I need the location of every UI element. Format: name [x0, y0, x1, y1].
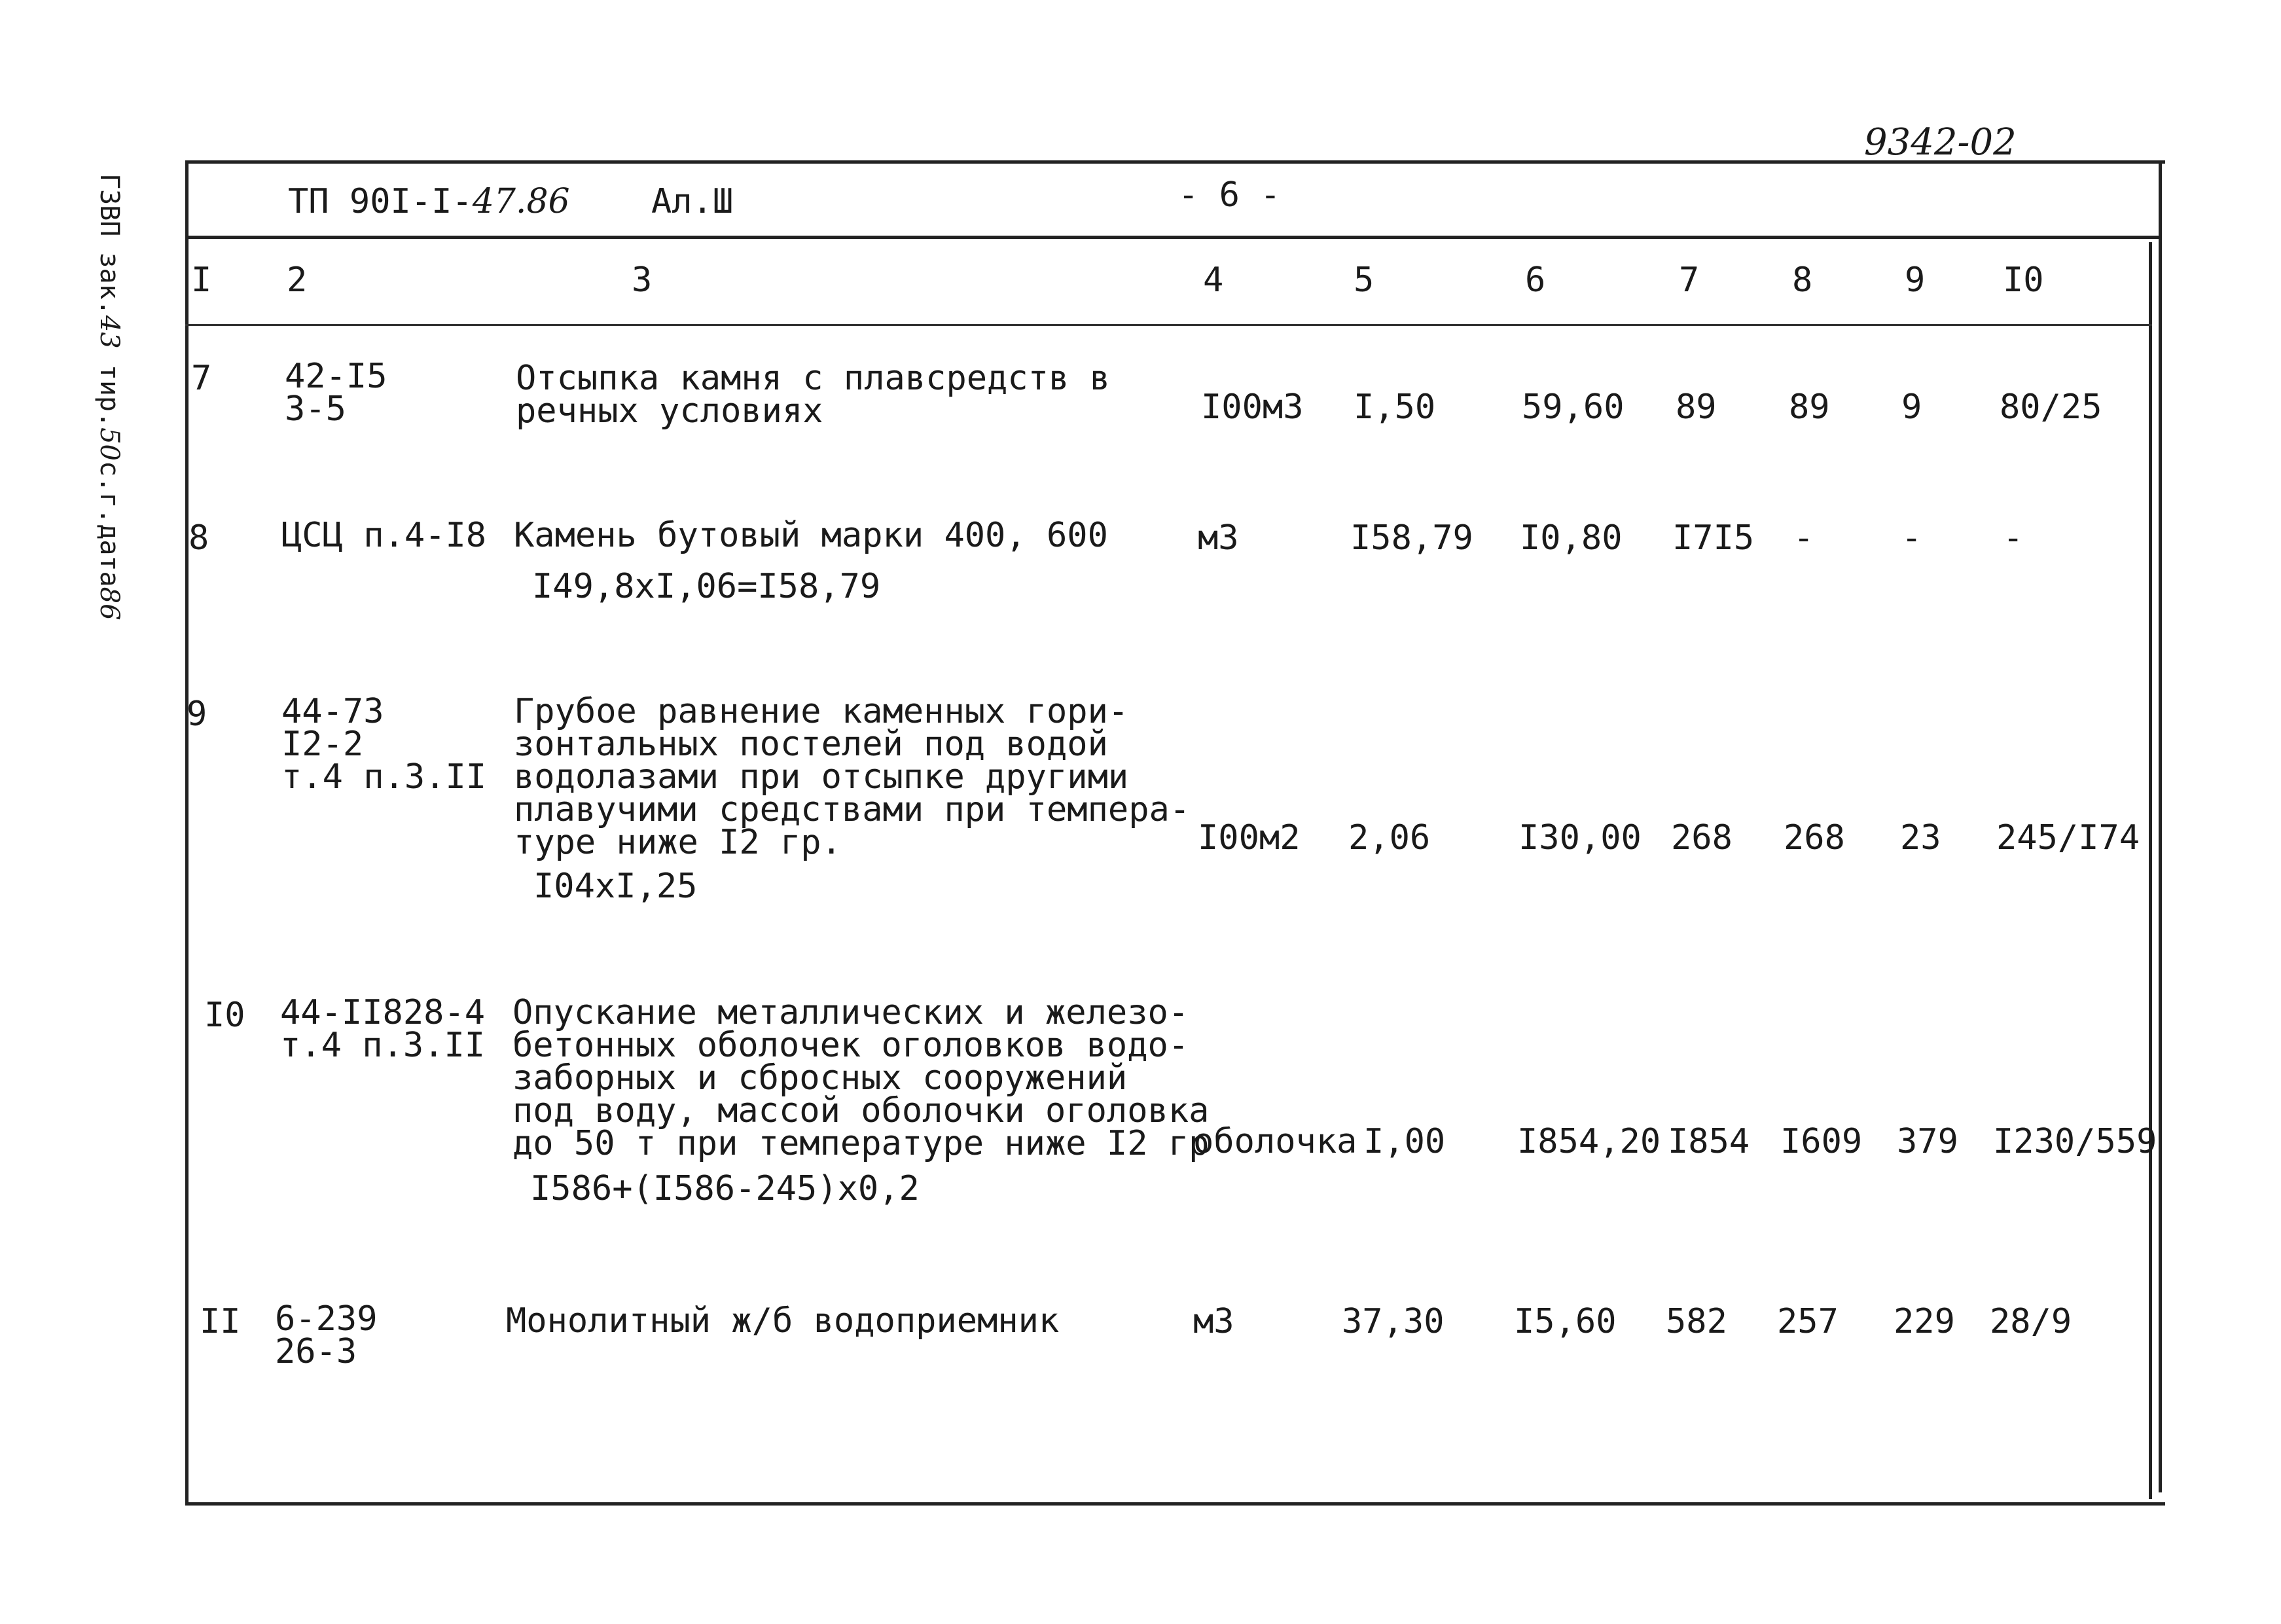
row-desc-line: водолазами при отсыпке другими — [514, 757, 1129, 797]
col-header-2: 2 — [287, 261, 308, 300]
side-stamp-order: 43 — [94, 315, 124, 349]
row-code-line: 44-73 — [281, 692, 384, 731]
row-unit: м3 — [1193, 1302, 1234, 1341]
row-desc-line: плавучими средствами при темпера- — [514, 790, 1191, 829]
row-quantity: 2,06 — [1348, 818, 1431, 857]
stamp-code: 9342-02 — [1864, 121, 2017, 164]
row-col8: 268 — [1784, 818, 1845, 857]
col-header-8: 8 — [1792, 261, 1813, 300]
row-code-line: 42-I5 — [285, 357, 387, 396]
side-stamp — [94, 173, 124, 621]
row-col9: 9 — [1901, 388, 1922, 427]
row-number: 7 — [191, 359, 212, 398]
side-stamp-date: 86 — [94, 586, 124, 621]
row-unit: оболочка — [1193, 1122, 1357, 1161]
row-desc-line: до 50 т при температуре ниже I2 гр — [512, 1124, 1210, 1163]
row-desc-line: Опускание металлических и железо- — [512, 993, 1189, 1032]
row-col7: 582 — [1666, 1302, 1727, 1341]
col-header-1: I — [191, 261, 212, 300]
row-code — [281, 516, 487, 555]
header-divider — [185, 236, 2162, 239]
row-col8: 257 — [1777, 1302, 1839, 1341]
row-unit: I00м2 — [1198, 818, 1301, 857]
row-code-line: 3-5 — [285, 389, 346, 429]
row-quantity: I58,79 — [1350, 518, 1473, 558]
row-col10: - — [2003, 518, 2024, 558]
row-code-line: 6-239 — [275, 1299, 378, 1339]
row-col8: 89 — [1789, 388, 1830, 427]
row-calculation: I04xI,25 — [533, 867, 698, 906]
row-code-line: 44-II828-4 — [280, 993, 486, 1032]
row-unit-price: I5,60 — [1514, 1302, 1617, 1341]
album-label: Ал.Ш — [651, 182, 734, 221]
col-header-3: 3 — [632, 261, 653, 300]
side-stamp-prefix: ГЗВП зак. — [94, 173, 124, 316]
row-code-line: 26-3 — [275, 1332, 357, 1371]
col-header-5: 5 — [1354, 261, 1374, 300]
doc-code-prefix: ТП 90I-I- — [288, 182, 473, 221]
row-col10: 80/25 — [2000, 388, 2102, 427]
row-unit-price: I854,20 — [1517, 1122, 1661, 1161]
row-col9: 379 — [1897, 1122, 1958, 1161]
row-unit: I00м3 — [1201, 388, 1304, 427]
row-unit-price: I30,00 — [1518, 818, 1642, 857]
row-quantity: I,00 — [1363, 1122, 1446, 1161]
row-col9: 23 — [1900, 818, 1941, 857]
col-header-10: I0 — [2003, 261, 2044, 300]
doc-code-handwritten: 47.86 — [472, 182, 570, 221]
row-desc-line: речных условиях — [516, 391, 823, 431]
row-desc-line: бетонных оболочек оголовков водо- — [512, 1026, 1189, 1065]
row-col9: - — [1901, 518, 1922, 558]
row-description — [514, 516, 1108, 555]
row-description — [506, 1301, 1060, 1341]
doc-code — [288, 182, 570, 221]
row-description — [512, 993, 1210, 1163]
row-desc-line: Отсыпка камня с плавсредств в — [516, 359, 1110, 398]
row-code-line: т.4 п.3.II — [280, 1026, 486, 1065]
row-unit: м3 — [1198, 518, 1239, 558]
row-code — [275, 1299, 378, 1371]
row-desc-line: Камень бутовый марки 400, 600 — [514, 516, 1108, 555]
row-desc-line: туре ниже I2 гр. — [514, 823, 842, 862]
row-unit-price: 59,60 — [1522, 388, 1625, 427]
side-stamp-mid: тир. — [94, 364, 124, 428]
row-calculation: I49,8xI,06=I58,79 — [532, 567, 881, 606]
row-code-line: т.4 п.3.II — [281, 757, 487, 797]
row-col8: I609 — [1780, 1122, 1863, 1161]
row-number: I0 — [204, 996, 245, 1035]
row-desc-line: заборных и сбросных сооружений — [512, 1058, 1128, 1098]
col-header-4: 4 — [1203, 261, 1224, 300]
row-quantity: I,50 — [1354, 388, 1436, 427]
side-stamp-tir: 50 — [94, 427, 124, 461]
row-col10: 245/I74 — [1996, 818, 2140, 857]
row-number: 9 — [187, 695, 207, 734]
col-header-7: 7 — [1679, 261, 1700, 300]
row-desc-line: Грубое равнение каменных гори- — [514, 692, 1129, 731]
row-col10: I230/559 — [1993, 1122, 2157, 1161]
row-description — [514, 692, 1191, 862]
row-desc-line: Монолитный ж/б водоприемник — [506, 1301, 1060, 1341]
inner-right-border — [2149, 242, 2152, 1499]
row-number: II — [200, 1302, 241, 1341]
row-desc-line: зонтальных постелей под водой — [514, 725, 1108, 764]
row-col9: 229 — [1894, 1302, 1955, 1341]
row-code-line: I2-2 — [281, 725, 364, 764]
side-stamp-suffix: с.г.дата — [94, 460, 124, 587]
row-number: 8 — [189, 518, 209, 558]
row-desc-line: под воду, массой оболочки оголовка — [512, 1091, 1210, 1130]
row-calculation: I586+(I586-245)x0,2 — [530, 1169, 920, 1208]
col-header-9: 9 — [1905, 261, 1926, 300]
row-code-line: ЦСЦ п.4-I8 — [281, 516, 487, 555]
row-col8: - — [1793, 518, 1814, 558]
row-col7: I854 — [1668, 1122, 1750, 1161]
col-header-6: 6 — [1525, 261, 1546, 300]
row-description — [516, 359, 1110, 431]
column-header-divider — [185, 324, 2152, 326]
row-col7: 268 — [1671, 818, 1733, 857]
row-col10: 28/9 — [1990, 1302, 2072, 1341]
row-quantity: 37,30 — [1342, 1302, 1445, 1341]
row-code — [281, 692, 487, 797]
row-code — [285, 357, 387, 429]
row-col7: I7I5 — [1672, 518, 1755, 558]
row-unit-price: I0,80 — [1520, 518, 1623, 558]
frame-right-border — [2159, 164, 2162, 1492]
page-number: - 6 - — [1178, 175, 1281, 215]
row-code — [280, 993, 486, 1065]
row-col7: 89 — [1676, 388, 1717, 427]
